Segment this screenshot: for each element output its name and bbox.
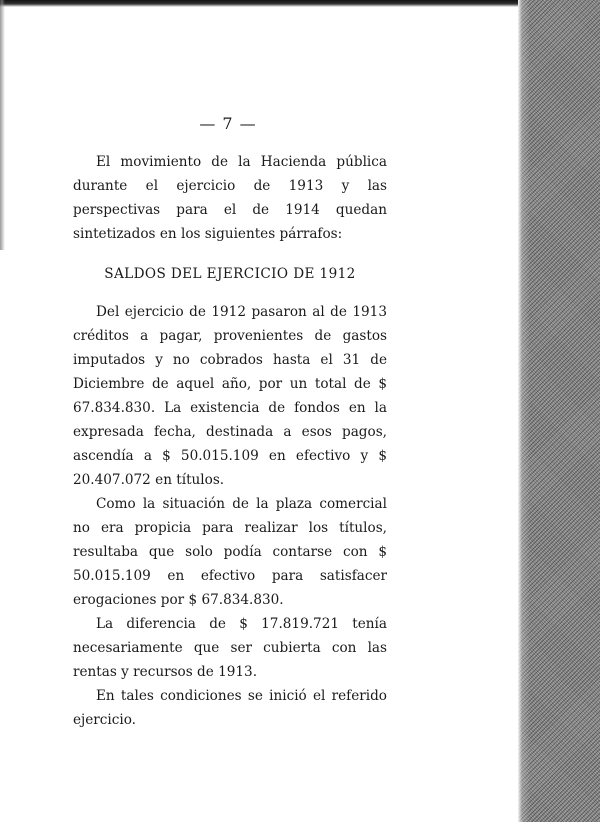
paragraph-4: En tales condiciones se inició el referido ejercicio. [73,688,387,728]
scan-right-shadow [518,0,600,822]
scan-top-edge [0,0,520,7]
section-body [73,300,387,732]
paragraph-3: La diferencia de $ 17.819.721 tenía necesariamente que ser cubierta con las rentas y recursos de 1913. [73,616,387,680]
section-heading: SALDOS DEL EJERCICIO DE 1912 [104,266,356,282]
paragraph-2: Como la situación de la plaza comercial no era propicia para realizar los títulos, resultaba que solo podía contarse con $ 50.015.109 en efectivo para satisfacer erogaciones por $ 67.834.830. [73,496,387,608]
paragraph-1: Del ejercicio de 1912 pasaron al de 1913 créditos a pagar, provenientes de gastos imputados y no cobrados hasta el 31 de Diciembre de aquel año, por un total de $ 67.834.830. La existencia de fondos en la expresada fecha, destinada a esos pagos, ascendía a $ 50.015.109 en efectivo y $ 20.407.072 en títulos. [73,304,387,488]
intro-section [73,150,387,246]
intro-paragraph: El movimiento de la Hacienda pública durante el ejercicio de 1913 y las perspectivas para el de 1914 quedan sintetizados en los siguientes párrafos: [73,154,387,242]
page-number: — 7 — [199,114,257,133]
